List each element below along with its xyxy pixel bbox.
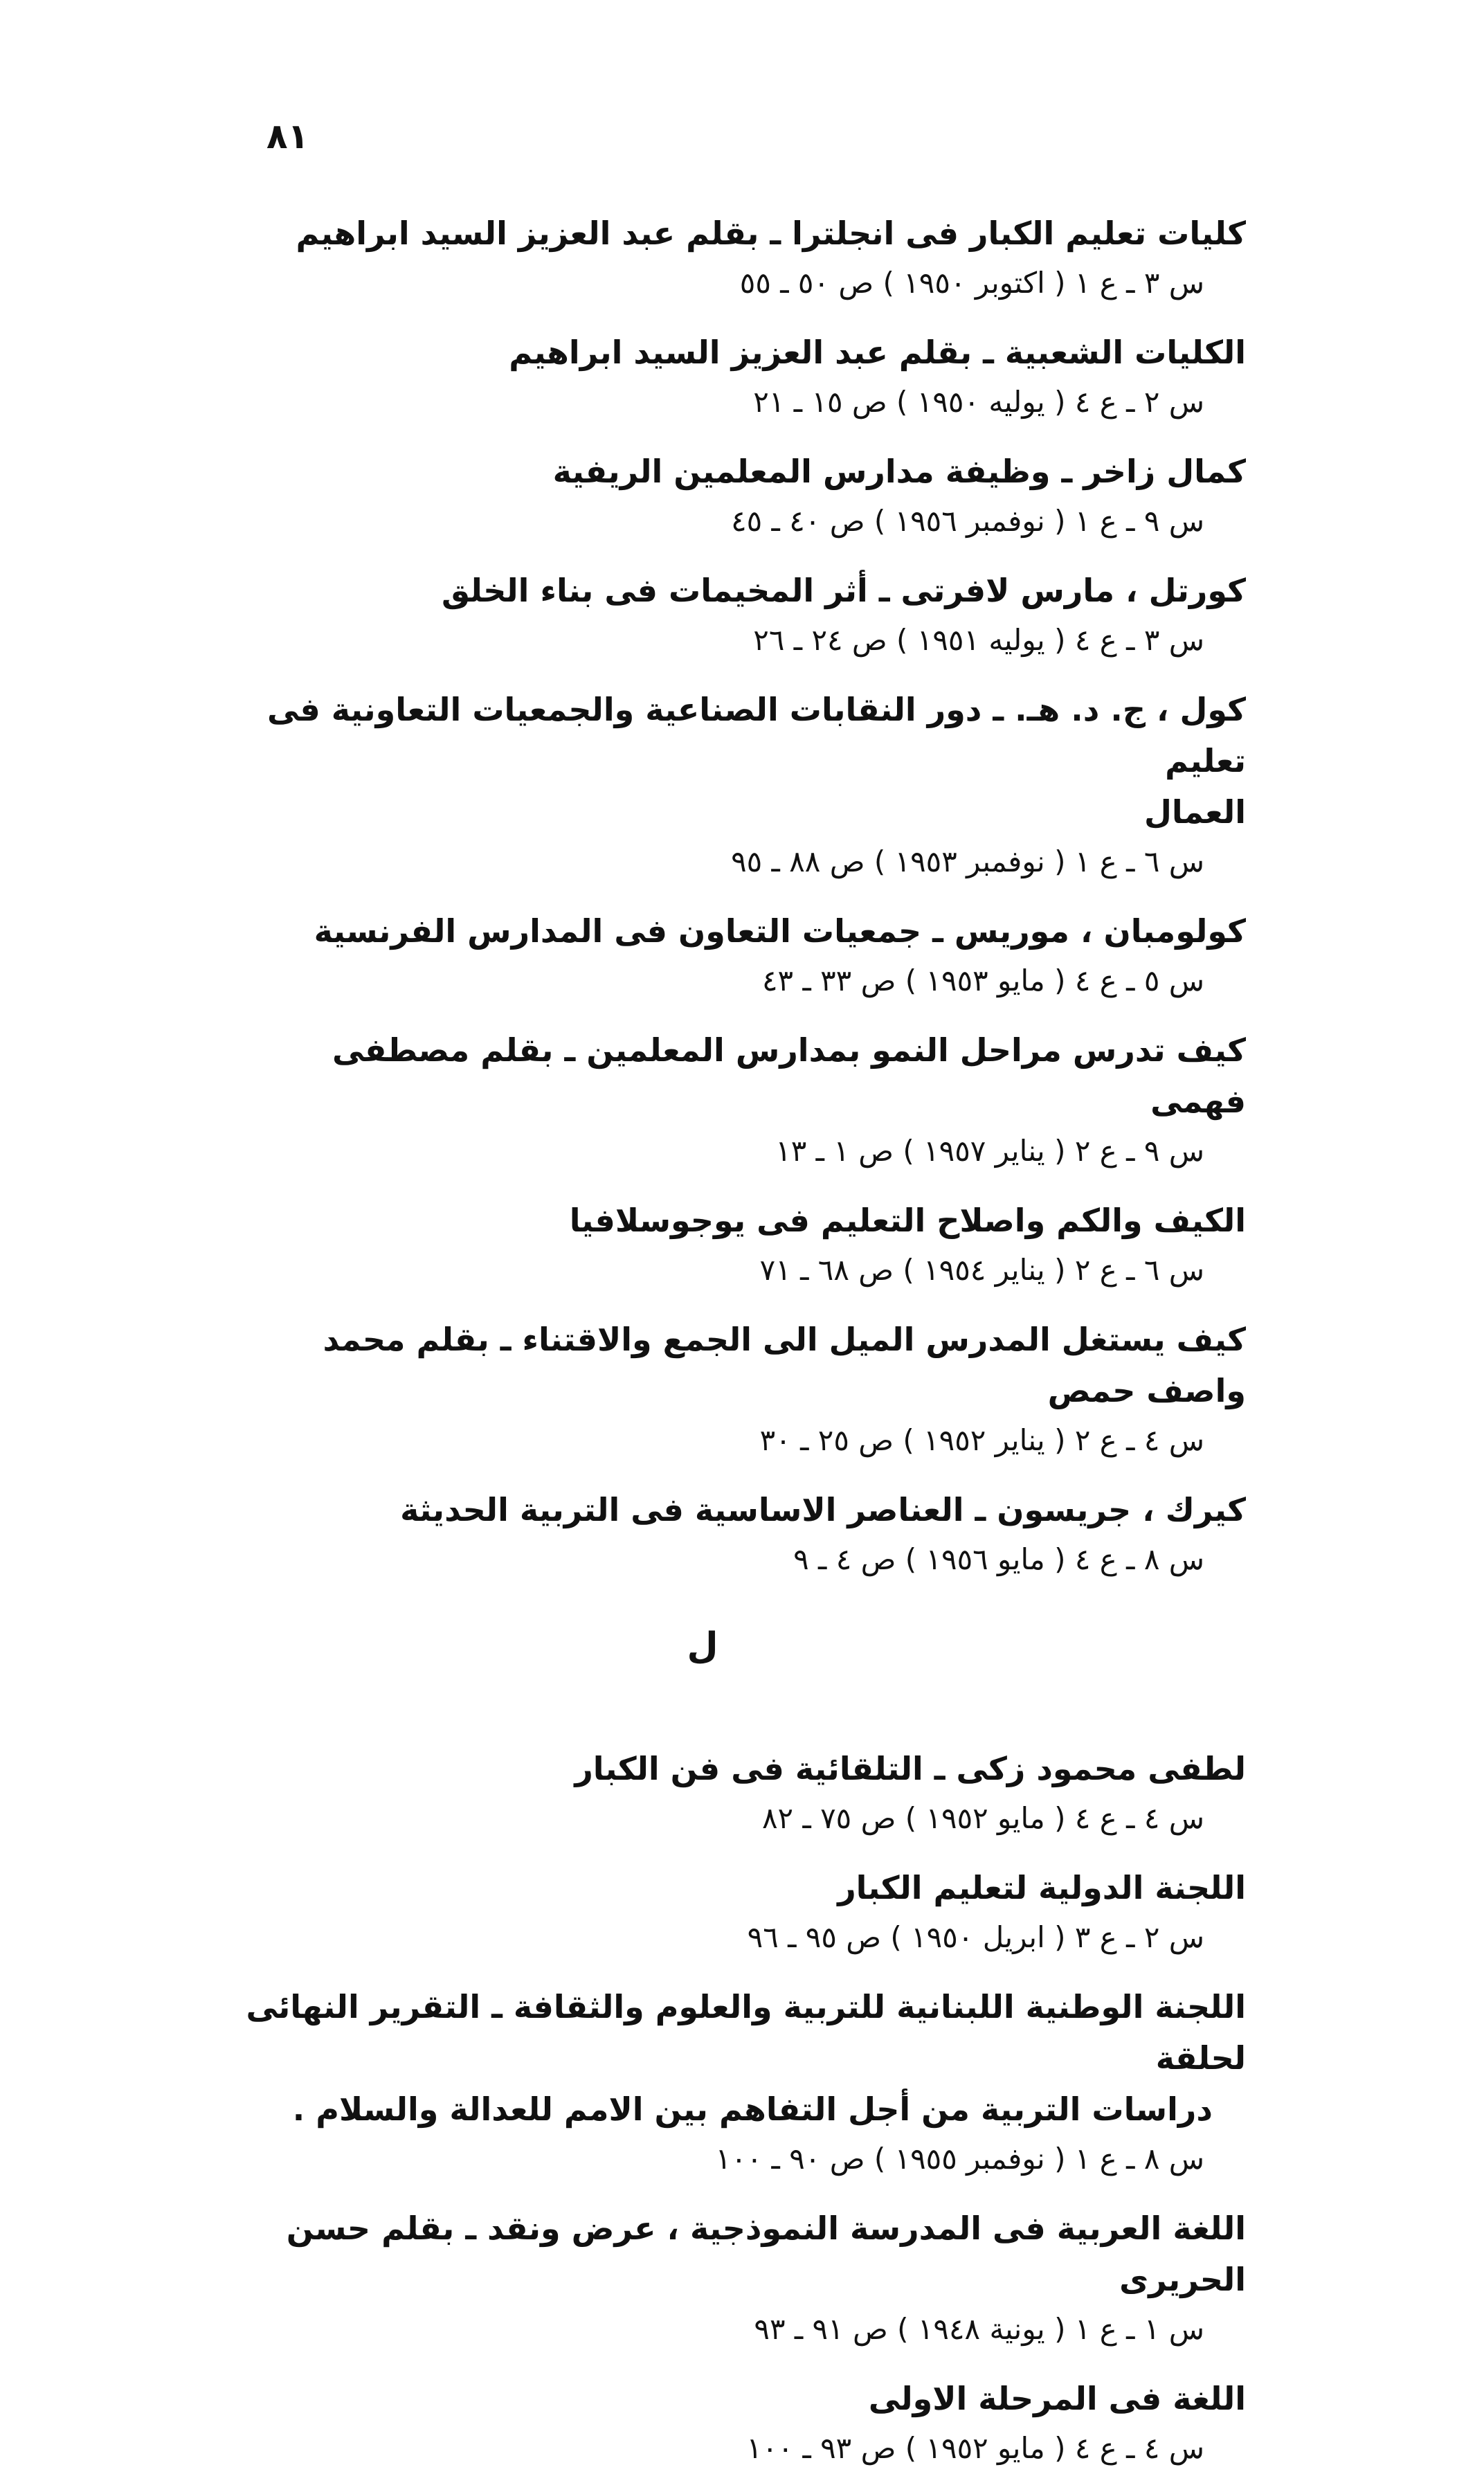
index-entry xyxy=(242,2203,1246,2354)
page-number: ٨١ xyxy=(266,116,309,156)
index-entry xyxy=(242,327,1246,426)
entry-title: كيف يستغل المدرس الميل الى الجمع والاقتناء ـ بقلم محمد واصف حمص xyxy=(323,1321,1246,1409)
index-entry xyxy=(242,1314,1246,1465)
entry-reference: س ٤ ـ ع ٤ ( مايو ١٩٥٢ ) ص ٩٣ ـ ١٠٠ xyxy=(746,2431,1204,2465)
entry-title: كورتل ، مارس لافرتى ـ أثر المخيمات فى بناء الخلق xyxy=(442,572,1246,609)
entry-title: كمال زاخر ـ وظيفة مدارس المعلمين الريفية xyxy=(552,453,1246,490)
entry-reference: س ٨ ـ ع ٤ ( مايو ١٩٥٦ ) ص ٤ ـ ٩ xyxy=(793,1542,1204,1576)
entry-reference: س ٣ ـ ع ١ ( اكتوبر ١٩٥٠ ) ص ٥٠ ـ ٥٥ xyxy=(739,266,1204,300)
entry-title: كليات تعليم الكبار فى انجلترا ـ بقلم عبد العزيز السيد ابراهيم xyxy=(296,215,1246,252)
index-entry xyxy=(242,2373,1246,2473)
entry-reference: س ١ ـ ع ١ ( يونية ١٩٤٨ ) ص ٩١ ـ ٩٣ xyxy=(754,2312,1204,2346)
entry-title-continuation: دراسات التربية من أجل التفاهم بين الامم للعدالة والسلام . xyxy=(292,2091,1213,2128)
entry-reference: س ٢ ـ ع ٣ ( ابريل ١٩٥٠ ) ص ٩٥ ـ ٩٦ xyxy=(747,1920,1204,1954)
index-entry xyxy=(242,1484,1246,1584)
index-entry xyxy=(242,1024,1246,1175)
index-entry xyxy=(242,1981,1246,2183)
index-content xyxy=(242,208,1246,2492)
entry-title: كيرك ، جريسون ـ العناصر الاساسية فى التربية الحديثة xyxy=(400,1491,1246,1528)
entry-title: الكليات الشعبية ـ بقلم عبد العزيز السيد ابراهيم xyxy=(509,334,1246,371)
entry-reference: س ٦ ـ ع ٢ ( يناير ١٩٥٤ ) ص ٦٨ ـ ٧١ xyxy=(759,1253,1204,1287)
index-entry xyxy=(242,905,1246,1005)
entry-title: اللجنة الدولية لتعليم الكبار xyxy=(838,1869,1246,1906)
entry-title: كيف تدرس مراحل النمو بمدارس المعلمين ـ بقلم مصطفى فهمى xyxy=(332,1031,1246,1120)
entry-title: كول ، ج. د. هـ. ـ دور النقابات الصناعية والجمعيات التعاونية فى تعليم xyxy=(267,691,1246,779)
index-entry xyxy=(242,684,1246,886)
index-entry xyxy=(242,565,1246,665)
entry-title: اللجنة الوطنية اللبنانية للتربية والعلوم والثقافة ـ التقرير النهائى لحلقة xyxy=(246,1988,1246,2077)
entry-reference: س ٤ ـ ع ٢ ( يناير ١٩٥٢ ) ص ٢٥ ـ ٣٠ xyxy=(759,1423,1204,1457)
entry-title: كولومبان ، موريس ـ جمعيات التعاون فى المدارس الفرنسية xyxy=(314,912,1246,950)
section-letter-heading: ل xyxy=(687,1625,718,1667)
entry-title: اللغة فى المرحلة الاولى xyxy=(868,2380,1246,2417)
index-entry xyxy=(242,1862,1246,1962)
entry-reference: س ٩ ـ ع ١ ( نوفمبر ١٩٥٦ ) ص ٤٠ ـ ٤٥ xyxy=(731,504,1204,538)
entry-reference: س ٥ ـ ع ٤ ( مايو ١٩٥٣ ) ص ٣٣ ـ ٤٣ xyxy=(761,964,1204,997)
entry-reference: س ٦ ـ ع ١ ( نوفمبر ١٩٥٣ ) ص ٨٨ ـ ٩٥ xyxy=(731,845,1204,878)
index-entry xyxy=(242,1195,1246,1294)
index-entry xyxy=(242,446,1246,545)
entry-reference: س ٣ ـ ع ٤ ( يوليه ١٩٥١ ) ص ٢٤ ـ ٢٦ xyxy=(753,623,1204,657)
entry-title: الكيف والكم واصلاح التعليم فى يوجوسلافيا xyxy=(569,1202,1246,1239)
entry-title: لطفى محمود زكى ـ التلقائية فى فن الكبار xyxy=(574,1750,1246,1787)
entry-reference: س ٨ ـ ع ١ ( نوفمبر ١٩٥٥ ) ص ٩٠ ـ ١٠٠ xyxy=(715,2142,1204,2176)
entry-reference: س ٩ ـ ع ٢ ( يناير ١٩٥٧ ) ص ١ ـ ١٣ xyxy=(775,1134,1204,1168)
entry-title: اللغة العربية فى المدرسة النموذجية ، عرض ونقد ـ بقلم حسن الحريرى xyxy=(286,2210,1246,2298)
index-entry xyxy=(242,1743,1246,1843)
entry-title-continuation: العمال xyxy=(1143,793,1246,831)
entry-reference: س ٤ ـ ع ٤ ( مايو ١٩٥٢ ) ص ٧٥ ـ ٨٢ xyxy=(761,1801,1204,1835)
entry-reference: س ٢ ـ ع ٤ ( يوليه ١٩٥٠ ) ص ١٥ ـ ٢١ xyxy=(753,385,1204,419)
index-entry xyxy=(242,208,1246,307)
